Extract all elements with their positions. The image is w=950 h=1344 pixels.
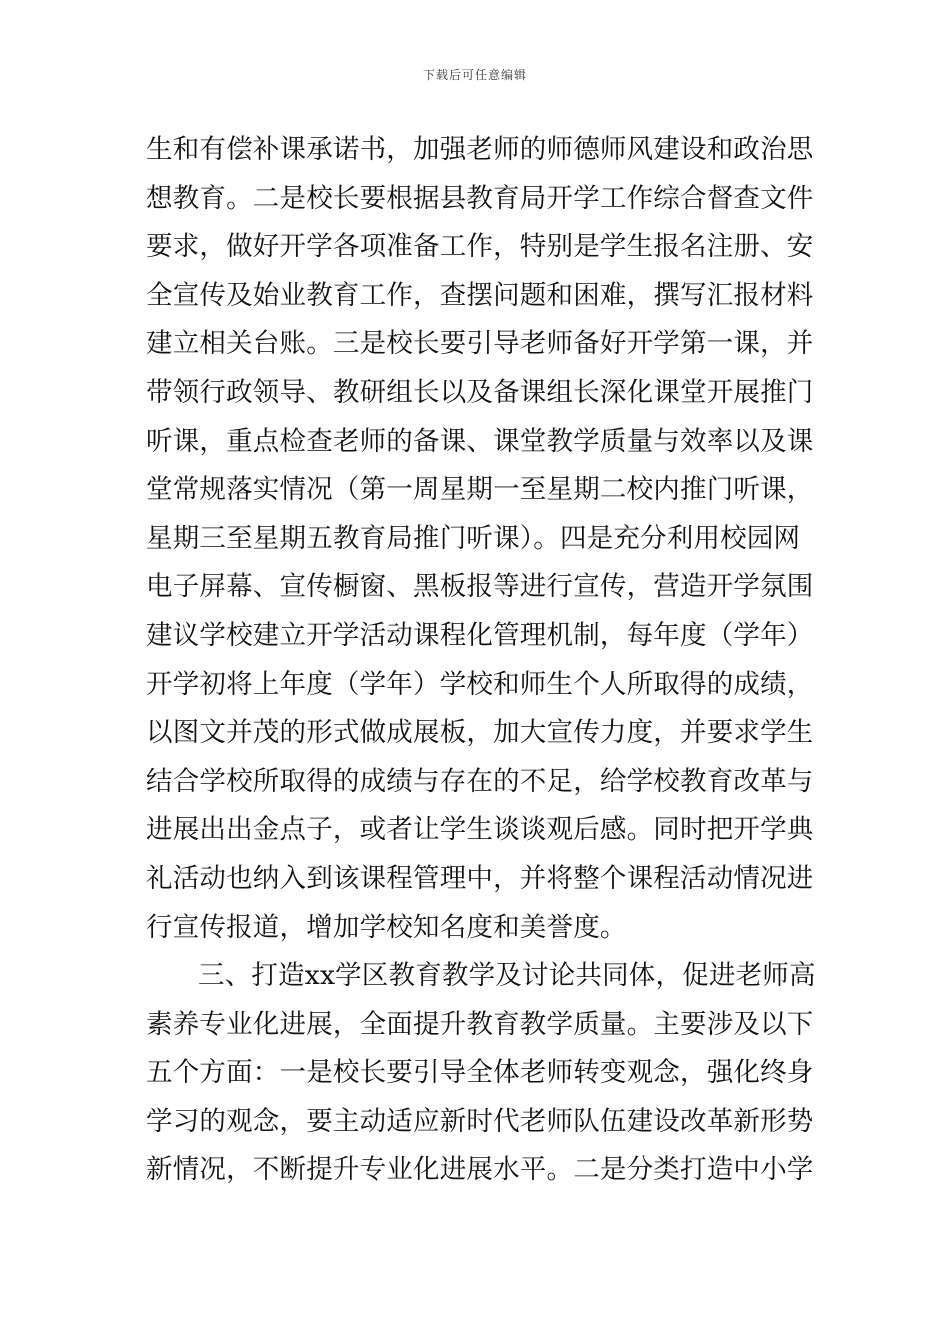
text-line: 建立相关台账。三是校长要引导老师备好开学第一课，并 [146, 328, 814, 360]
text-line: 建议学校建立开学活动课程化管理机制，每年度（学年） [146, 619, 814, 651]
text-line: 学习的观念，要主动适应新时代老师队伍建设改革新形势 [146, 1105, 814, 1137]
text-line: 想教育。二是校长要根据县教育局开学工作综合督查文件 [146, 182, 814, 214]
text-line: 新情况，不断提升专业化进展水平。二是分类打造中小学 [146, 1154, 814, 1186]
section-three-heading-line: 三、打造xx学区教育教学及讨论共同体，促进老师高 [198, 960, 816, 992]
text-line: 开学初将上年度（学年）学校和师生个人所取得的成绩， [146, 668, 814, 700]
text-line: 礼活动也纳入到该课程管理中，并将整个课程活动情况进 [146, 862, 814, 894]
text-line: 全宣传及始业教育工作，查摆问题和困难，撰写汇报材料 [146, 279, 814, 311]
text-line: 生和有偿补课承诺书，加强老师的师德师风建设和政治思 [146, 134, 814, 165]
text-line: 行宣传报道，增加学校知名度和美誉度。 [146, 911, 627, 943]
text-line: 带领行政领导、教研组长以及备课组长深化课堂开展推门 [146, 376, 814, 408]
text-line: 以图文并茂的形式做成展板，加大宣传力度，并要求学生 [146, 717, 814, 749]
text-line: 要求，做好开学各项准备工作，特别是学生报名注册、安 [146, 231, 814, 263]
text-line: 电子屏幕、宣传橱窗、黑板报等进行宣传，营造开学氛围 [146, 571, 814, 603]
document-body [146, 126, 816, 1195]
text-line: 堂常规落实情况（第一周星期一至星期二校内推门听课， [146, 474, 814, 506]
text-line: 听课，重点检查老师的备课、课堂教学质量与效率以及课 [146, 425, 814, 457]
text-line: 素养专业化进展，全面提升教育教学质量。主要涉及以下 [146, 1008, 814, 1040]
text-line: 进展出出金点子，或者让学生谈谈观后感。同时把开学典 [146, 814, 814, 846]
text-line: 五个方面：一是校长要引导全体老师转变观念，强化终身 [146, 1057, 814, 1089]
page-header-note: 下载后可任意编辑 [422, 68, 527, 82]
text-line: 星期三至星期五教育局推门听课）。四是充分利用校园网 [146, 522, 801, 554]
text-line: 结合学校所取得的成绩与存在的不足，给学校教育改革与 [146, 765, 814, 797]
